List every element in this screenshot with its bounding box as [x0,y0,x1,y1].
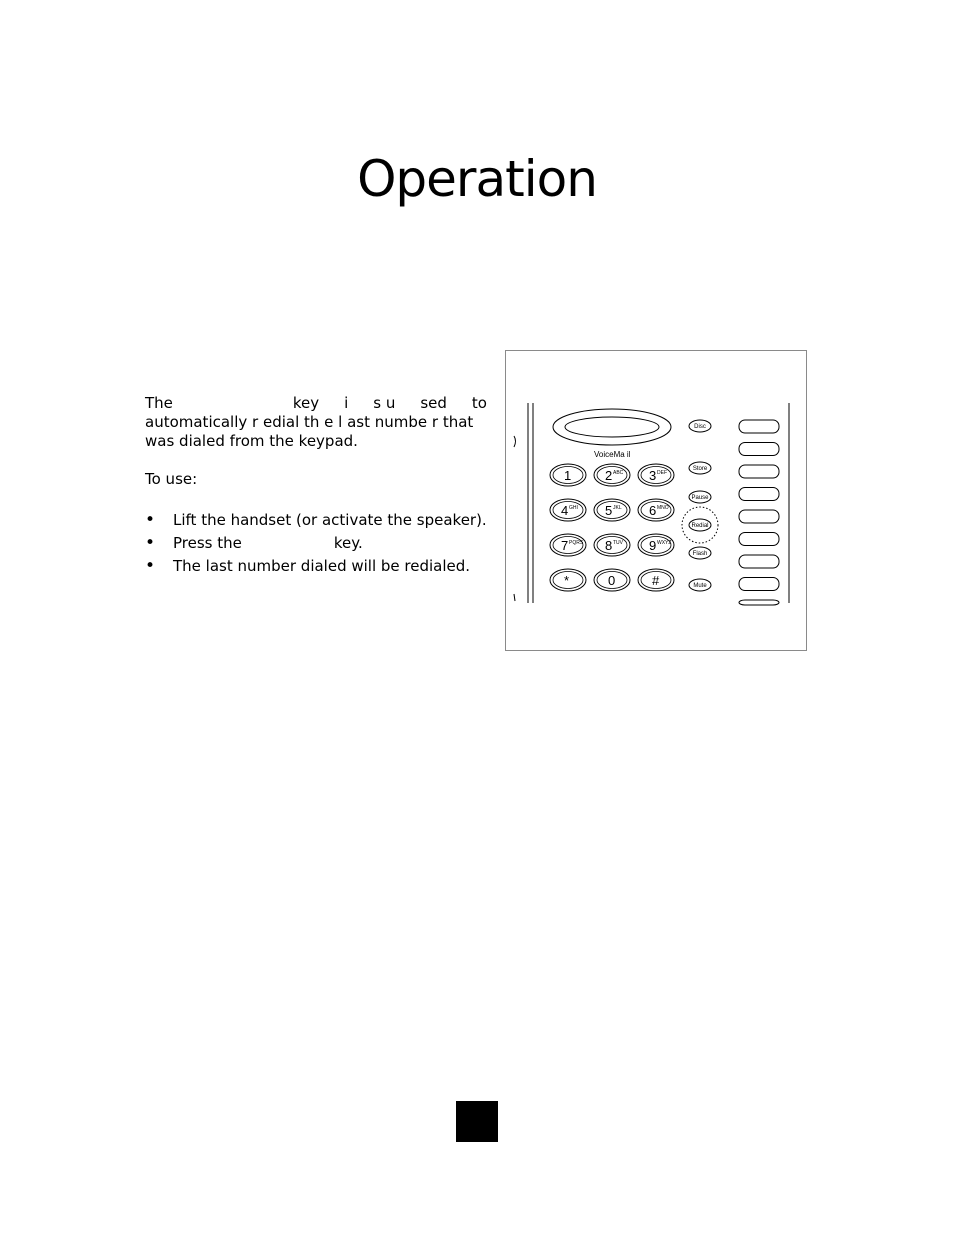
function-key-label: Disc [694,424,706,430]
instructions [145,394,487,580]
memory-key[interactable] [739,578,779,591]
phone-edge-mark [514,436,516,447]
function-key-label: Mute [693,583,707,589]
dial-key-4[interactable] [550,499,586,521]
dial-key-0[interactable] [594,569,630,591]
dial-key-3[interactable] [638,464,674,486]
memory-key[interactable] [739,555,779,568]
memory-key[interactable] [739,533,779,546]
dial-key-5[interactable] [594,499,630,521]
page-title: Operation [357,150,597,208]
key-digit: # [652,573,660,588]
key-digit: 2 [605,468,613,483]
intro-word: s u [373,394,396,412]
display-window [565,417,659,437]
intro-word: to [471,394,487,412]
memory-keys [739,420,779,605]
key-digit: * [564,573,570,588]
dial-key-9[interactable] [638,534,674,556]
key-letters: TUV [613,540,623,546]
key-digit: 6 [649,503,657,518]
to-use-heading: To use: [145,470,198,488]
intro-word: i [344,394,349,412]
display-outer [553,409,671,445]
key-digit: 5 [605,503,613,518]
step-text: key. [333,534,363,552]
key-digit: 8 [605,538,613,553]
memory-key[interactable] [739,420,779,433]
function-key-flash[interactable] [689,547,711,559]
phone-illustration [506,351,808,652]
intro-word [198,394,268,413]
memory-key[interactable] [739,510,779,523]
intro-line-2: automatically r edial th e l ast numbe r that [145,413,474,431]
function-key-pause[interactable] [689,491,711,503]
key-digit: 1 [564,468,572,483]
dial-key-7[interactable] [550,534,586,556]
key-digit: 9 [649,538,657,553]
key-digit: 4 [561,503,569,518]
dial-key-*[interactable] [550,569,586,591]
key-letters: WXYZ [657,540,672,546]
key-letters: MNO [657,505,669,511]
function-keys [689,420,711,591]
dial-key-1[interactable] [550,464,586,486]
step-text: The last number dialed will be redialed. [173,557,471,575]
display-label: VoiceMa il [594,450,631,459]
page-number-box [456,1101,498,1142]
dial-keys [550,464,674,591]
step-item [145,557,487,576]
key-digit: 7 [561,538,569,553]
key-letters: PQRS [569,540,584,546]
memory-key[interactable] [739,600,779,605]
function-key-label: Flash [692,551,708,557]
intro-line-3: was dialed from the keypad. [145,432,358,450]
function-key-label: Redial [691,523,709,529]
memory-key[interactable] [739,488,779,501]
intro-line-1 [145,394,487,413]
function-key-redial[interactable] [689,519,711,531]
key-letters: JKL [613,505,622,511]
steps-list [145,511,487,576]
dial-key-8[interactable] [594,534,630,556]
memory-key[interactable] [739,443,779,456]
step-item [145,511,487,530]
function-key-label: Store [692,466,708,472]
phone-edge-mark [514,594,515,601]
phone-keypad-figure [505,350,807,651]
intro-word: sed [420,394,447,412]
intro-word: The [145,394,173,412]
key-letters: ABC [613,470,624,476]
step-item [145,534,487,553]
function-key-disc[interactable] [689,420,711,432]
function-key-store[interactable] [689,462,711,474]
key-letters: DEF [657,470,667,476]
intro-word: key [292,394,320,412]
key-digit: 0 [608,573,616,588]
function-key-label: Pause [691,495,709,501]
key-letters: GHI [569,505,578,511]
dial-key-#[interactable] [638,569,674,591]
dial-key-2[interactable] [594,464,630,486]
memory-key[interactable] [739,465,779,478]
key-digit: 3 [649,468,657,483]
dial-key-6[interactable] [638,499,674,521]
step-text: Lift the handset (or activate the speaker). [173,511,487,529]
function-key-mute[interactable] [689,579,711,591]
step-text: Press the [173,534,242,552]
